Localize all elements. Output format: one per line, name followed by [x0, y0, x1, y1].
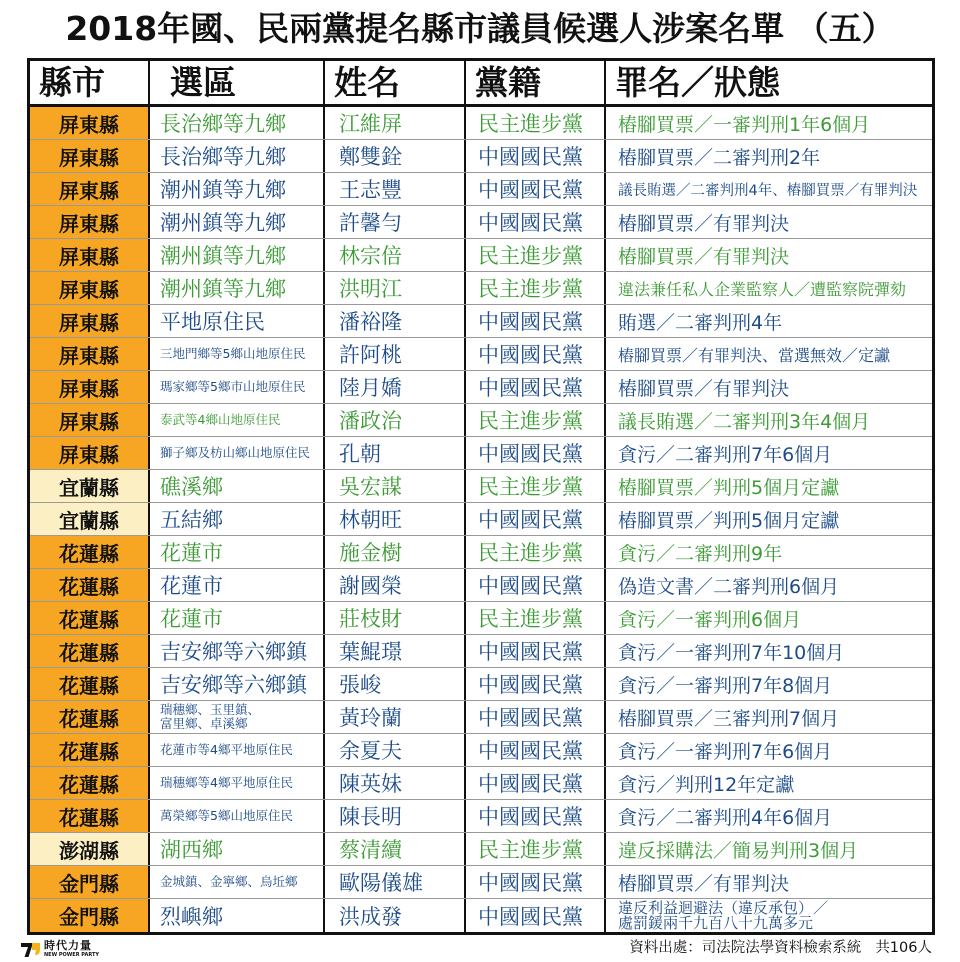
party-logo — [20, 939, 99, 958]
district-cell: 潮州鎮等九鄉 — [150, 272, 325, 304]
party-cell: 中國國民黨 — [466, 569, 606, 601]
name-cell: 陸月嬌 — [325, 371, 466, 403]
total-count: 共106人 — [875, 940, 932, 956]
name-cell: 林朝旺 — [325, 503, 466, 535]
charge-cell: 樁腳買票／二審判刑2年 — [618, 146, 821, 169]
column-header-county: 縣市 — [30, 61, 150, 104]
name-cell: 蔡清續 — [325, 833, 466, 865]
district-cell: 潮州鎮等九鄉 — [150, 239, 325, 271]
district-cell: 吉安鄉等六鄉鎮 — [150, 668, 325, 700]
charge-cell: 違反採購法／簡易判刑3個月 — [618, 839, 859, 862]
table-row — [30, 437, 932, 470]
charge-cell: 貪污／二審判刑7年6個月 — [618, 443, 833, 466]
source-text: 資料出處：司法院法學資料檢索系統 — [629, 940, 862, 956]
name-cell: 洪成發 — [325, 899, 466, 932]
name-cell: 吳宏謀 — [325, 470, 466, 502]
party-cell: 中國國民黨 — [466, 338, 606, 370]
table-row — [30, 272, 932, 305]
district-cell: 瑞穗鄉等4鄉平地原住民 — [150, 767, 325, 799]
table-row — [30, 140, 932, 173]
district-cell: 萬榮鄉等5鄉山地原住民 — [150, 800, 325, 832]
name-cell: 黃玲蘭 — [325, 701, 466, 733]
name-cell: 葉鯤璟 — [325, 635, 466, 667]
county-cell: 花蓮縣 — [30, 536, 150, 568]
district-cell: 泰武等4鄉山地原住民 — [150, 404, 325, 436]
county-cell: 花蓮縣 — [30, 635, 150, 667]
name-cell: 孔朝 — [325, 437, 466, 469]
page-title: 2018年國、民兩黨提名縣市議員候選人涉案名單 （五） — [65, 9, 895, 48]
party-cell: 中國國民黨 — [466, 767, 606, 799]
district-cell: 潮州鎮等九鄉 — [150, 173, 325, 205]
charge-cell: 偽造文書／二審判刑6個月 — [618, 575, 840, 598]
district-cell: 三地門鄉等5鄉山地原住民 — [150, 338, 325, 370]
charge-cell: 議長賄選／二審判刑4年、樁腳買票／有罪判決 — [618, 182, 918, 199]
charge-cell: 樁腳買票／有罪判決 — [618, 872, 790, 895]
party-cell: 中國國民黨 — [466, 701, 606, 733]
table-row — [30, 800, 932, 833]
column-header-district: 選區 — [150, 61, 325, 104]
name-cell: 歐陽儀雄 — [325, 866, 466, 898]
table-body — [30, 107, 932, 932]
logo-name: 時代力量 — [44, 938, 92, 952]
data-source — [629, 939, 932, 957]
name-cell: 潘政治 — [325, 404, 466, 436]
charge-cell: 貪污／一審判刑7年8個月 — [618, 674, 833, 697]
district-cell: 吉安鄉等六鄉鎮 — [150, 635, 325, 667]
charge-cell: 貪污／判刑12年定讞 — [618, 773, 795, 796]
county-cell: 花蓮縣 — [30, 800, 150, 832]
county-cell: 花蓮縣 — [30, 602, 150, 634]
district-cell: 湖西鄉 — [150, 833, 325, 865]
column-header-name: 姓名 — [325, 61, 466, 104]
table-header-row — [30, 61, 932, 107]
county-cell: 花蓮縣 — [30, 569, 150, 601]
party-cell: 中國國民黨 — [466, 173, 606, 205]
county-cell: 花蓮縣 — [30, 734, 150, 766]
charge-cell: 違反利益迴避法（違反承包）／ 處罰鍰兩千九百八十九萬多元 — [618, 899, 829, 932]
district-cell: 長治鄉等九鄉 — [150, 140, 325, 172]
county-cell: 屏東縣 — [30, 140, 150, 172]
name-cell: 洪明江 — [325, 272, 466, 304]
party-cell: 民主進步黨 — [466, 470, 606, 502]
party-cell: 民主進步黨 — [466, 602, 606, 634]
party-cell: 中國國民黨 — [466, 371, 606, 403]
footer — [0, 937, 960, 959]
name-cell: 鄭雙銓 — [325, 140, 466, 172]
table-row — [30, 470, 932, 503]
charge-cell: 樁腳買票／一審判刑1年6個月 — [618, 113, 871, 136]
logo-subtitle: NEW POWER PARTY — [44, 951, 100, 958]
charge-cell: 樁腳買票／有罪判決 — [618, 377, 790, 400]
name-cell: 許阿桃 — [325, 338, 466, 370]
name-cell: 余夏夫 — [325, 734, 466, 766]
party-cell: 中國國民黨 — [466, 668, 606, 700]
party-cell: 民主進步黨 — [466, 272, 606, 304]
party-cell: 中國國民黨 — [466, 800, 606, 832]
county-cell: 屏東縣 — [30, 371, 150, 403]
table-row — [30, 635, 932, 668]
column-header-party: 黨籍 — [466, 61, 606, 104]
name-cell: 張峻 — [325, 668, 466, 700]
table-row — [30, 866, 932, 899]
charge-cell: 樁腳買票／判刑5個月定讞 — [618, 476, 840, 499]
county-cell: 宜蘭縣 — [30, 503, 150, 535]
charge-cell: 樁腳買票／判刑5個月定讞 — [618, 509, 840, 532]
district-cell: 潮州鎮等九鄉 — [150, 206, 325, 238]
name-cell: 潘裕隆 — [325, 305, 466, 337]
charge-cell: 樁腳買票／三審判刑7個月 — [618, 707, 840, 730]
district-cell: 五結鄉 — [150, 503, 325, 535]
party-cell: 民主進步黨 — [466, 239, 606, 271]
table-row — [30, 338, 932, 371]
party-cell: 中國國民黨 — [466, 635, 606, 667]
county-cell: 花蓮縣 — [30, 668, 150, 700]
table-row — [30, 899, 932, 932]
table-row — [30, 239, 932, 272]
table-row — [30, 536, 932, 569]
table-row — [30, 602, 932, 635]
district-cell: 瑞穗鄉、玉里鎮、 富里鄉、卓溪鄉 — [150, 701, 325, 733]
party-cell: 中國國民黨 — [466, 437, 606, 469]
charge-cell: 樁腳買票／有罪判決 — [618, 212, 790, 235]
county-cell: 屏東縣 — [30, 437, 150, 469]
table-row — [30, 701, 932, 734]
charge-cell: 樁腳買票／有罪判決 — [618, 245, 790, 268]
district-cell: 烈嶼鄉 — [150, 899, 325, 932]
table-row — [30, 404, 932, 437]
district-cell: 金城鎮、金寧鄉、烏坵鄉 — [150, 866, 325, 898]
party-cell: 中國國民黨 — [466, 503, 606, 535]
district-cell: 獅子鄉及枋山鄉山地原住民 — [150, 437, 325, 469]
table-row — [30, 734, 932, 767]
county-cell: 屏東縣 — [30, 107, 150, 139]
charge-cell: 貪污／一審判刑7年10個月 — [618, 641, 845, 664]
name-cell: 王志豐 — [325, 173, 466, 205]
county-cell: 屏東縣 — [30, 305, 150, 337]
district-cell: 花蓮市等4鄉平地原住民 — [150, 734, 325, 766]
party-cell: 中國國民黨 — [466, 899, 606, 932]
county-cell: 澎湖縣 — [30, 833, 150, 865]
charge-cell: 賄選／二審判刑4年 — [618, 311, 783, 334]
candidate-table — [27, 58, 935, 935]
county-cell: 金門縣 — [30, 899, 150, 932]
name-cell: 林宗倍 — [325, 239, 466, 271]
charge-cell: 貪污／一審判刑7年6個月 — [618, 740, 833, 763]
county-cell: 花蓮縣 — [30, 767, 150, 799]
charge-cell: 違法兼任私人企業監察人／遭監察院彈劾 — [618, 279, 907, 299]
county-cell: 屏東縣 — [30, 206, 150, 238]
table-row — [30, 107, 932, 140]
county-cell: 花蓮縣 — [30, 701, 150, 733]
charge-cell: 議長賄選／二審判刑3年4個月 — [618, 410, 871, 433]
table-row — [30, 833, 932, 866]
name-cell: 陳英妹 — [325, 767, 466, 799]
county-cell: 屏東縣 — [30, 272, 150, 304]
county-cell: 屏東縣 — [30, 404, 150, 436]
charge-cell: 樁腳買票／有罪判決、當選無效／定讞 — [618, 345, 891, 365]
logo-text — [44, 940, 99, 958]
name-cell: 陳長明 — [325, 800, 466, 832]
district-cell: 瑪家鄉等5鄉市山地原住民 — [150, 371, 325, 403]
table-row — [30, 767, 932, 800]
party-cell: 民主進步黨 — [466, 833, 606, 865]
district-cell: 花蓮市 — [150, 602, 325, 634]
charge-cell: 貪污／一審判刑6個月 — [618, 608, 802, 631]
name-cell: 莊枝財 — [325, 602, 466, 634]
party-cell: 中國國民黨 — [466, 305, 606, 337]
column-header-charge: 罪名／狀態 — [615, 63, 780, 102]
name-cell: 江維屏 — [325, 107, 466, 139]
charge-cell: 貪污／二審判刑9年 — [618, 542, 783, 565]
charge-cell: 貪污／二審判刑4年6個月 — [618, 806, 833, 829]
party-cell: 中國國民黨 — [466, 866, 606, 898]
party-cell: 中國國民黨 — [466, 140, 606, 172]
table-row — [30, 668, 932, 701]
table-row — [30, 569, 932, 602]
name-cell: 許馨勻 — [325, 206, 466, 238]
party-cell: 中國國民黨 — [466, 206, 606, 238]
county-cell: 屏東縣 — [30, 239, 150, 271]
party-cell: 民主進步黨 — [466, 107, 606, 139]
district-cell: 平地原住民 — [150, 305, 325, 337]
name-cell: 謝國榮 — [325, 569, 466, 601]
party-cell: 民主進步黨 — [466, 404, 606, 436]
name-cell: 施金樹 — [325, 536, 466, 568]
table-row — [30, 305, 932, 338]
district-cell: 礁溪鄉 — [150, 470, 325, 502]
table-row — [30, 206, 932, 239]
table-row — [30, 173, 932, 206]
district-cell: 長治鄉等九鄉 — [150, 107, 325, 139]
county-cell: 宜蘭縣 — [30, 470, 150, 502]
district-cell: 花蓮市 — [150, 536, 325, 568]
table-row — [30, 371, 932, 404]
county-cell: 金門縣 — [30, 866, 150, 898]
party-cell: 民主進步黨 — [466, 536, 606, 568]
party-cell: 中國國民黨 — [466, 734, 606, 766]
table-row — [30, 503, 932, 536]
district-cell: 花蓮市 — [150, 569, 325, 601]
new-power-party-logo-icon — [20, 940, 42, 958]
county-cell: 屏東縣 — [30, 173, 150, 205]
county-cell: 屏東縣 — [30, 338, 150, 370]
